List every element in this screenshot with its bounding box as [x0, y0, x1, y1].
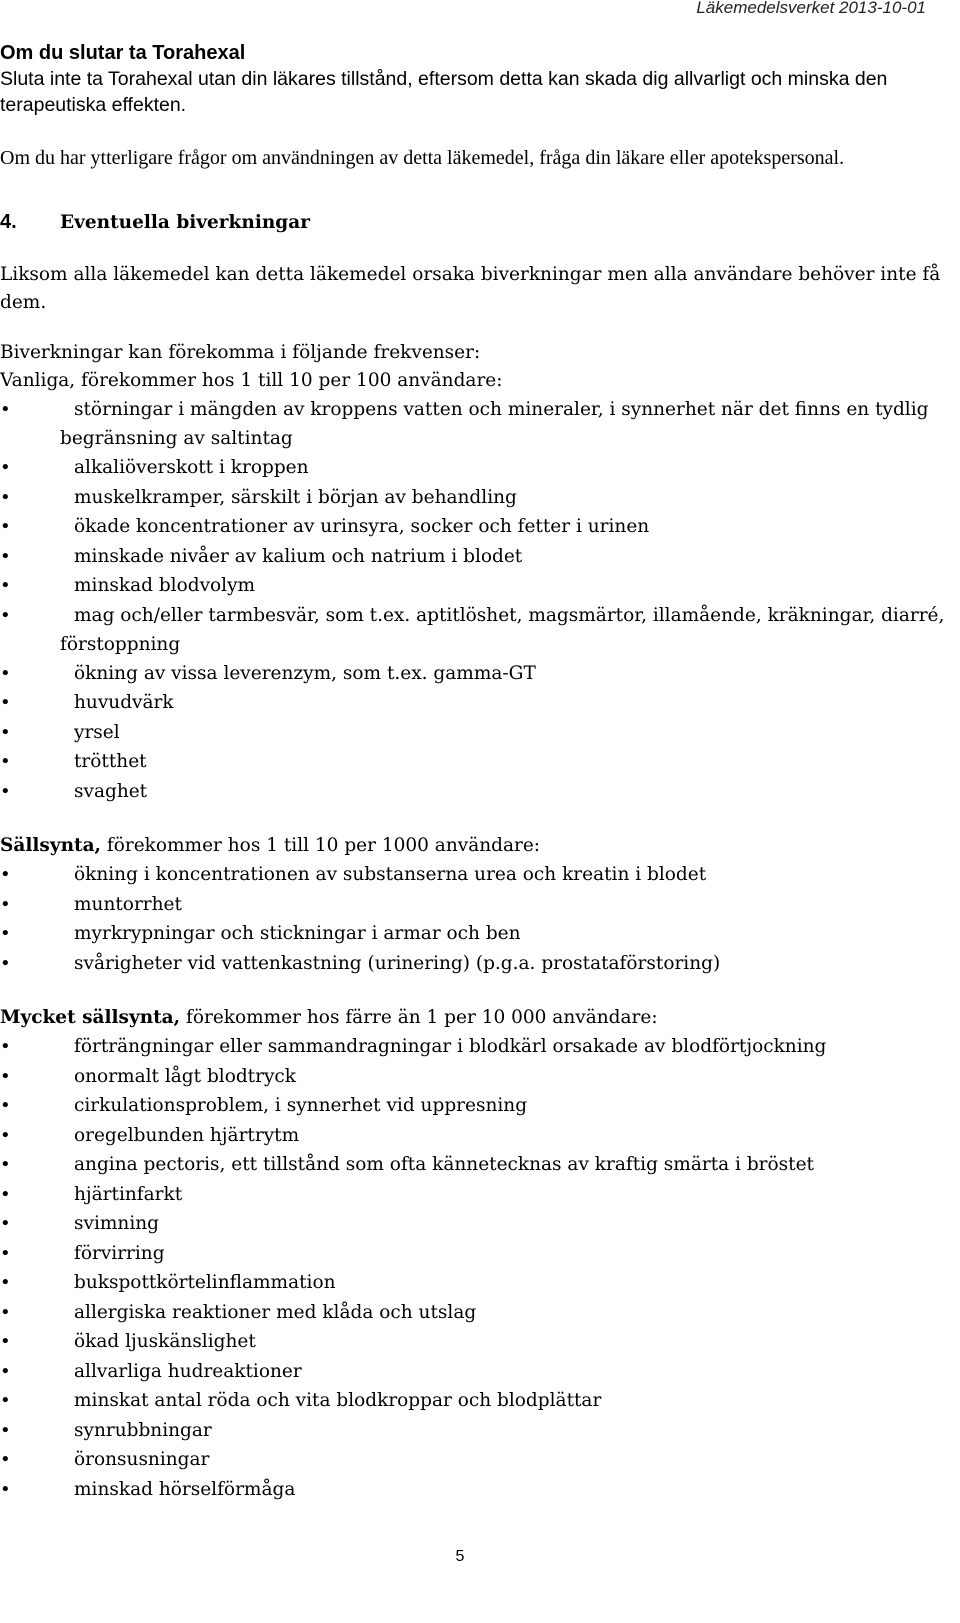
bullet-icon: •: [0, 893, 11, 915]
list-item-text: myrkrypningar och stickningar i armar och ben: [74, 923, 521, 944]
list-item-text: förvirring: [74, 1242, 165, 1264]
list-item-text: allergiska reaktioner med klåda och utslag: [74, 1301, 477, 1323]
bullet-icon: •: [0, 751, 11, 772]
page-content: [0, 40, 950, 1504]
list-item-text: öronsusningar: [74, 1449, 210, 1470]
list-item-text: svimning: [74, 1213, 159, 1234]
bullet-icon: •: [0, 1213, 11, 1234]
list-item: [0, 542, 950, 572]
side-effects-intro: Liksom alla läkemedel kan detta läkemedel orsaka biverkningar men alla användare behöver inte få dem.: [0, 264, 941, 313]
bullet-icon: •: [0, 1036, 11, 1057]
common-label: Vanliga,: [0, 370, 76, 391]
section-heading: [0, 209, 950, 237]
bullet-icon: •: [0, 604, 11, 626]
list-item-text: minskat antal röda och vita blodkroppar och blodplättar: [74, 1390, 602, 1411]
uncommon-label: Sällsynta,: [0, 835, 101, 856]
list-item-text: minskad blodvolym: [74, 575, 256, 596]
very-rare-description: förekommer hos färre än 1 per 10 000 användare:: [180, 1007, 658, 1028]
common-description: förekommer hos 1 till 10 per 100 användare:: [75, 370, 503, 391]
stop-section-body: Sluta inte ta Torahexal utan din läkares tillstånd, eftersom detta kan skada dig allvarligt och minska den terapeutiska effekten.: [0, 68, 888, 116]
list-item: [0, 512, 950, 542]
list-item: [0, 777, 950, 807]
list-item: [0, 601, 950, 659]
bullet-icon: •: [0, 1390, 11, 1411]
bullet-icon: •: [0, 486, 11, 508]
bullet-icon: •: [0, 721, 11, 743]
bullet-icon: •: [0, 1360, 11, 1382]
common-group-title: [0, 367, 950, 395]
bullet-icon: •: [0, 780, 11, 802]
list-item: [0, 860, 950, 890]
list-item: [0, 718, 950, 748]
list-item-text: ökning av vissa leverenzym, som t.ex. gamma-GT: [74, 662, 536, 684]
bullet-icon: •: [0, 692, 11, 713]
list-item-text: alkaliöverskott i kroppen: [74, 457, 309, 478]
list-item-text: bukspottkörtelinflammation: [74, 1272, 336, 1293]
list-item: [0, 1239, 950, 1269]
questions-paragraph: Om du har ytterligare frågor om användningen av detta läkemedel, fråga din läkare eller apotekspersonal.: [0, 147, 845, 169]
common-side-effects-list: [0, 395, 950, 806]
bullet-icon: •: [0, 1183, 11, 1205]
list-item-text: oregelbunden hjärtrytm: [74, 1124, 300, 1146]
list-item: [0, 1032, 950, 1062]
list-item-text: störningar i mängden av kroppens vatten och mineraler, i synnerhet när det finns en tydlig begränsning av saltintag: [60, 399, 929, 449]
bullet-icon: •: [0, 1124, 11, 1146]
list-item: [0, 1445, 950, 1475]
list-item: [0, 1298, 950, 1328]
list-item: [0, 919, 950, 949]
list-item: [0, 1386, 950, 1416]
list-item: [0, 453, 950, 483]
list-item-text: förträngningar eller sammandragningar i blodkärl orsakade av blodförtjockning: [74, 1036, 827, 1057]
list-item-text: onormalt lågt blodtryck: [74, 1065, 296, 1087]
very-rare-side-effects-list: [0, 1032, 950, 1504]
bullet-icon: •: [0, 864, 11, 885]
list-item-text: huvudvärk: [74, 692, 174, 713]
bullet-icon: •: [0, 1095, 11, 1116]
stop-section-title: Om du slutar ta Torahexal: [0, 42, 246, 64]
bullet-icon: •: [0, 545, 11, 567]
list-item-text: trötthet: [74, 751, 147, 772]
list-item: [0, 1209, 950, 1239]
document-header: Läkemedelsverket 2013-10-01: [696, 0, 926, 17]
list-item-text: cirkulationsproblem, i synnerhet vid uppresning: [74, 1095, 528, 1116]
list-item: [0, 1091, 950, 1121]
list-item-text: minskade nivåer av kalium och natrium i blodet: [74, 545, 523, 567]
bullet-icon: •: [0, 457, 11, 478]
list-item: [0, 1327, 950, 1357]
bullet-icon: •: [0, 1272, 11, 1293]
list-item-text: yrsel: [74, 721, 120, 743]
list-item-text: muntorrhet: [74, 893, 182, 915]
bullet-icon: •: [0, 575, 11, 596]
list-item: [0, 1416, 950, 1446]
list-item-text: allvarliga hudreaktioner: [74, 1360, 302, 1382]
bullet-icon: •: [0, 662, 11, 684]
very-rare-label: Mycket sällsynta,: [0, 1007, 181, 1028]
list-item-text: angina pectoris, ett tillstånd som ofta kännetecknas av kraftig smärta i bröstet: [74, 1154, 814, 1175]
uncommon-description: förekommer hos 1 till 10 per 1000 användare:: [101, 835, 541, 856]
list-item: [0, 1121, 950, 1151]
page-number: 5: [455, 1548, 465, 1565]
uncommon-side-effects-list: [0, 860, 950, 978]
bullet-icon: •: [0, 1065, 11, 1087]
section-title: Eventuella biverkningar: [60, 212, 310, 233]
list-item-text: ökade koncentrationer av urinsyra, socker och fetter i urinen: [74, 516, 650, 537]
bullet-icon: •: [0, 1154, 11, 1175]
list-item-text: muskelkramper, särskilt i början av behandling: [74, 486, 517, 508]
list-item-text: minskad hörselförmåga: [74, 1478, 296, 1500]
bullet-icon: •: [0, 1301, 11, 1323]
bullet-icon: •: [0, 1419, 11, 1441]
list-item: [0, 1357, 950, 1387]
list-item-text: hjärtinfarkt: [74, 1183, 183, 1205]
list-item: [0, 1268, 950, 1298]
bullet-icon: •: [0, 516, 11, 537]
list-item: [0, 483, 950, 513]
list-item: [0, 890, 950, 920]
list-item-text: synrubbningar: [74, 1419, 212, 1441]
bullet-icon: •: [0, 1449, 11, 1470]
list-item: [0, 1150, 950, 1180]
uncommon-group-title: [0, 832, 950, 860]
bullet-icon: •: [0, 399, 11, 420]
section-number: 4.: [0, 211, 17, 233]
list-item: [0, 395, 950, 453]
frequency-heading: Biverkningar kan förekomma i följande frekvenser:: [0, 342, 481, 363]
list-item: [0, 571, 950, 601]
list-item-text: svårigheter vid vattenkastning (urinering) (p.g.a. prostataförstoring): [74, 952, 721, 974]
list-item-text: ökning i koncentrationen av substanserna urea och kreatin i blodet: [74, 864, 707, 885]
list-item: [0, 1475, 950, 1505]
list-item-text: svaghet: [74, 780, 148, 802]
list-item: [0, 1062, 950, 1092]
bullet-icon: •: [0, 1478, 11, 1500]
list-item: [0, 1180, 950, 1210]
bullet-icon: •: [0, 952, 11, 974]
list-item-text: ökad ljuskänslighet: [74, 1331, 256, 1352]
very-rare-group-title: [0, 1004, 950, 1032]
list-item: [0, 949, 950, 979]
list-item: [0, 688, 950, 718]
bullet-icon: •: [0, 1242, 11, 1264]
list-item: [0, 659, 950, 689]
list-item-text: mag och/eller tarmbesvär, som t.ex. aptitlöshet, magsmärtor, illamående, kräkningar, diarré, förstoppning: [60, 604, 945, 655]
list-item: [0, 747, 950, 777]
bullet-icon: •: [0, 923, 11, 944]
bullet-icon: •: [0, 1331, 11, 1352]
